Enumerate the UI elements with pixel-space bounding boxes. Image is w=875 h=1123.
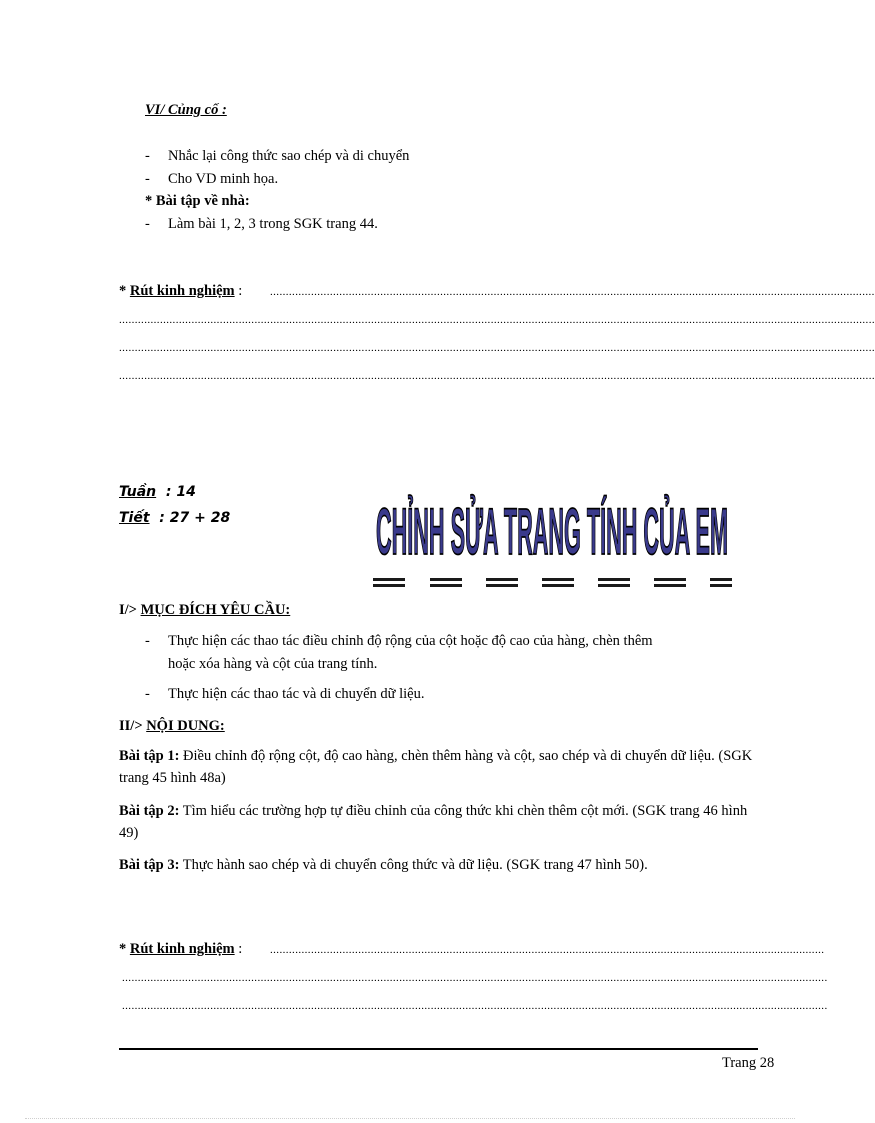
list-item: Thực hiện các thao tác điều chỉnh độ rộng của cột hoặc độ cao của hàng, chèn thêm [168, 633, 653, 649]
experience-label: * Rút kinh nghiệm : [119, 283, 243, 299]
list-item: hoặc xóa hàng và cột của trang tính. [168, 656, 378, 672]
blank-line: ................................................................................................................................................................................................................................ [122, 972, 828, 984]
exercise-1: Bài tập 1: Điều chỉnh độ rộng cột, độ cao hàng, chèn thêm hàng và cột, sao chép và di chuyển dữ liệu. (SGK trang 45 hình 48a) [119, 748, 753, 786]
list-item: Làm bài 1, 2, 3 trong SGK trang 44. [168, 216, 378, 232]
period-line: Tiết : 27 + 28 [119, 510, 231, 526]
bullet-dash: - [145, 171, 150, 187]
blank-line: ................................................................................................................................................................................ [270, 944, 825, 956]
bullet-dash: - [145, 686, 150, 702]
bullet-dash: - [145, 633, 150, 649]
lesson-title-wordart [372, 478, 732, 568]
list-item: Thực hiện các thao tác và di chuyển dữ liệu. [168, 686, 425, 702]
page-edge-dots [25, 1118, 795, 1119]
lesson-title: CHỈNH SỬA TRANG TÍNH CỦA EM [376, 494, 728, 568]
list-item: Cho VD minh họa. [168, 171, 279, 187]
blank-line: ................................................................................................................................................................................................ [270, 286, 875, 298]
bullet-dash: - [145, 148, 150, 164]
content-heading: II/> NỘI DUNG: [119, 718, 225, 734]
consolidation-heading: VI/ Củng cố : [145, 102, 227, 118]
blank-line: ................................................................................................................................................................................................................................................ [119, 370, 875, 382]
blank-line: ................................................................................................................................................................................................................................................ [119, 314, 875, 326]
objectives-heading: I/> MỤC ĐÍCH YÊU CẦU: [119, 602, 291, 618]
blank-line: ................................................................................................................................................................................................................................................ [119, 342, 875, 354]
exercise-2: Bài tập 2: Tìm hiểu các trường hợp tự điều chỉnh của công thức khi chèn thêm cột mới. (SGK trang 46 hình 49) [119, 803, 748, 841]
homework-heading: * Bài tập về nhà: [145, 193, 250, 209]
footer-rule [119, 1048, 758, 1050]
exercise-3: Bài tập 3: Thực hành sao chép và di chuyển công thức và dữ liệu. (SGK trang 47 hình 50). [119, 857, 648, 873]
experience-label: * Rút kinh nghiệm : [119, 941, 243, 957]
week-line: Tuần : 14 [119, 484, 196, 500]
page-number: Trang 28 [722, 1055, 775, 1071]
blank-line: ................................................................................................................................................................................................................................ [122, 1000, 828, 1012]
bullet-dash: - [145, 216, 150, 232]
list-item: Nhắc lại công thức sao chép và di chuyển [168, 148, 410, 164]
